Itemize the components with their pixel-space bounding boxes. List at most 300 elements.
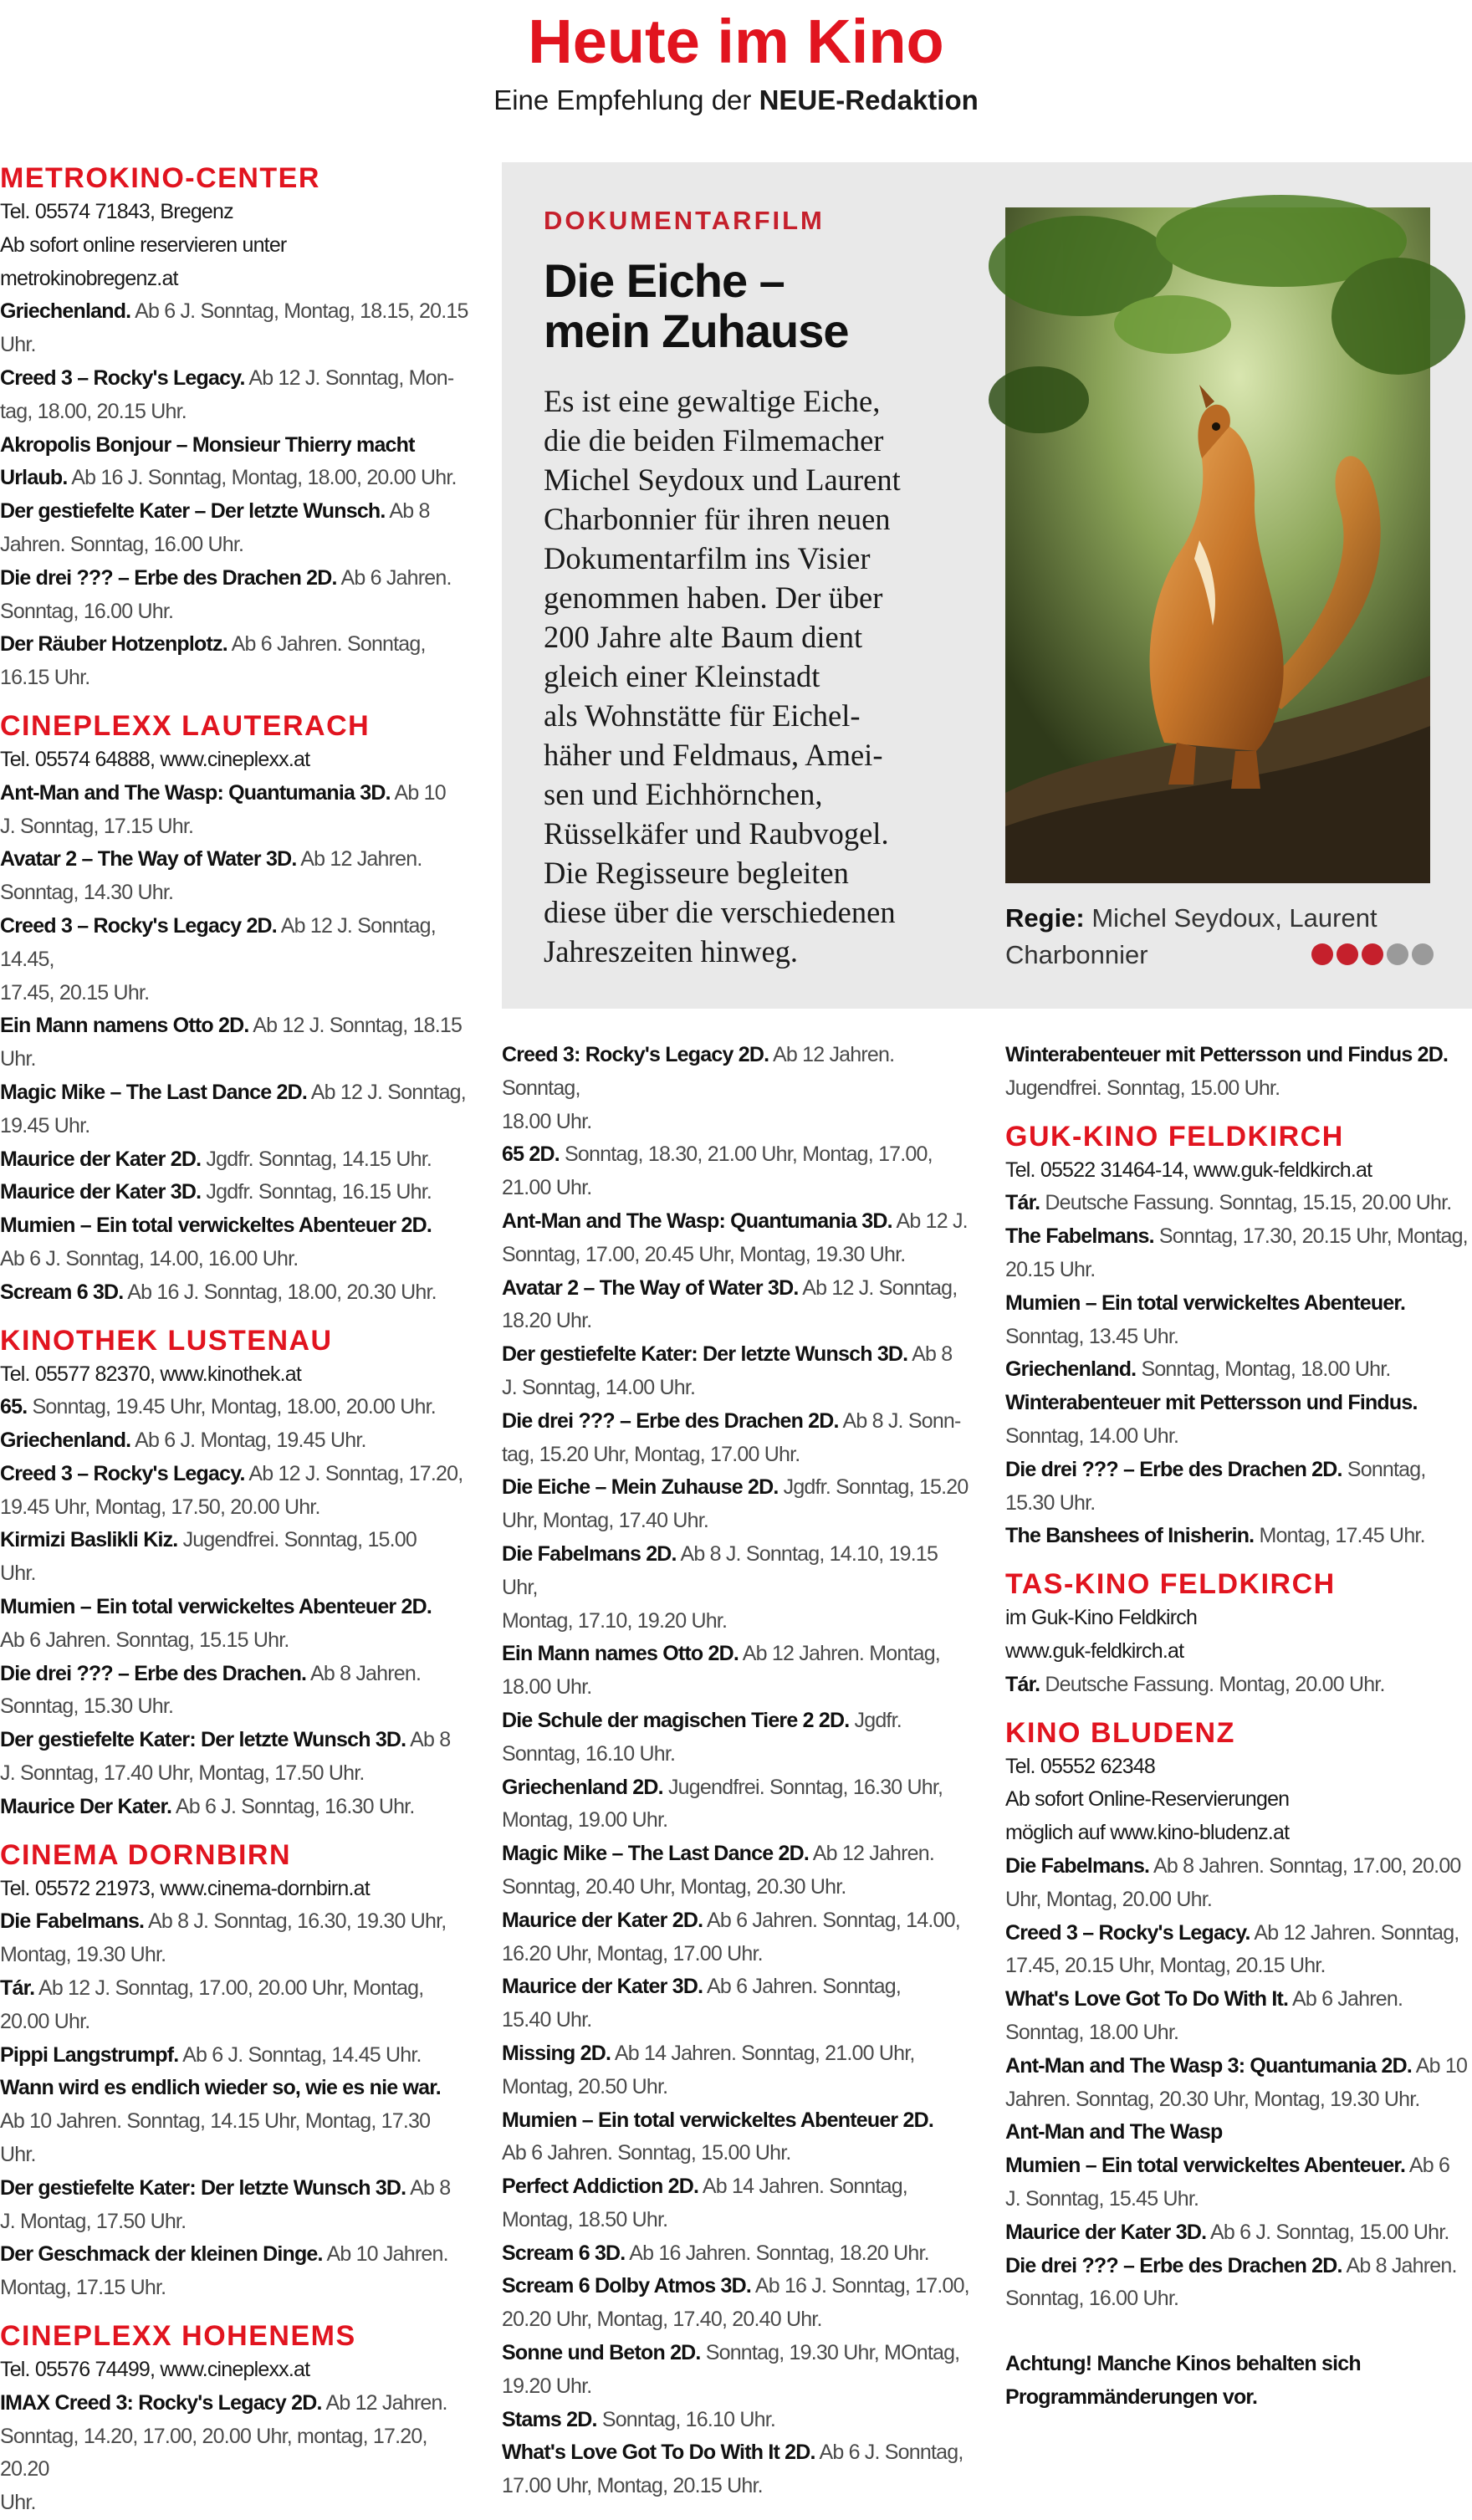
showtime-text: Sonntag, 16.10 Uhr.	[596, 2407, 776, 2431]
showtime-text: Ab 12 J. Sonntag, 17.00, 20.00 Uhr, Montag,	[34, 1976, 424, 2001]
film-title: Maurice der Kater 2D.	[0, 1147, 202, 1171]
showtime-text: 15.40 Uhr.	[502, 2008, 592, 2032]
listing-entry	[502, 1705, 970, 1771]
listing-line	[0, 562, 468, 595]
listing-line	[0, 1209, 468, 1243]
listing-line	[1005, 1950, 1472, 1983]
listing-entry	[1005, 2250, 1472, 2317]
showtime-text: Ab 8 J. Sonn-	[838, 1408, 961, 1433]
caption-line: Charbonnier	[1005, 940, 1148, 969]
showtime-text: tag, 18.00, 20.15 Uhr.	[0, 399, 187, 423]
cinema-block	[0, 708, 468, 1310]
feature-title-line: mein Zuhause	[544, 304, 849, 357]
showtime-text: 19.45 Uhr.	[0, 1113, 90, 1137]
listing-line	[502, 1106, 970, 1139]
film-title: Wann wird es endlich wieder so, wie es nie war.	[0, 2076, 441, 2100]
showtime-text: Montag, 19.30 Uhr.	[0, 1943, 166, 1967]
showtime-text: Ab 6 J. Sonntag, 16.30 Uhr.	[171, 1794, 415, 1818]
listing-line	[0, 2105, 468, 2172]
cinema-name: KINO BLUDENZ	[1005, 1716, 1235, 1749]
showtime-text: Uhr.	[0, 333, 36, 357]
film-title: Maurice der Kater 3D.	[502, 1975, 703, 1999]
listing-entry	[502, 1405, 970, 1472]
listing-entry	[1005, 2149, 1472, 2216]
listing-line	[0, 329, 468, 362]
showtime-text: Uhr.	[0, 2491, 36, 2515]
listing-line	[502, 1904, 970, 1938]
showtime-text: Sonntag, Montag, 18.00 Uhr.	[1136, 1357, 1391, 1382]
film-title: Ant-Man and The Wasp: Quantumania 3D.	[502, 1209, 892, 1233]
film-title: Mumien – Ein total verwickeltes Abenteuer.	[1005, 1291, 1406, 1315]
showtime-text: Montag, 17.10, 19.20 Uhr.	[502, 1608, 728, 1633]
feature-body	[544, 381, 1012, 971]
showtime-text: Ab 6 Jahren.	[1288, 1987, 1403, 2011]
listing-line	[0, 2272, 468, 2305]
showtime-text: Ab 6 J. Montag, 19.45 Uhr.	[130, 1429, 366, 1453]
showtime-text: 15.30 Uhr.	[1005, 1490, 1096, 1515]
showtime-text: Sonntag, 14.30 Uhr.	[0, 881, 174, 905]
showtime-text: Ab 12 J. Sonntag,	[798, 1275, 958, 1300]
film-title: Ant-Man and The Wasp	[1005, 2120, 1223, 2144]
film-title: Griechenland.	[0, 299, 131, 324]
showtime-text: Uhr, Montag, 17.40 Uhr.	[502, 1509, 709, 1533]
cinema-info-line: Tel. 05522 31464-14, www.guk-feldkirch.at	[1005, 1158, 1372, 1182]
listing-entry	[0, 1391, 468, 1424]
listing-entry	[0, 562, 468, 629]
film-title: Maurice der Kater 2D.	[502, 1908, 703, 1932]
listing-line	[1005, 2250, 1472, 2283]
showtime-text: Sonntag, 13.45 Uhr.	[1005, 1324, 1179, 1348]
listing-line	[502, 2004, 970, 2037]
feature-body-line: diese über die verschiedenen	[544, 895, 896, 929]
showtime-text: Ab 8 J. Sonntag, 14.10, 19.15 Uhr,	[502, 1541, 938, 1599]
listing-line	[502, 2170, 970, 2204]
showtime-text: Ab 6 J. Sonntag,	[815, 2441, 963, 2465]
listing-line	[502, 2104, 970, 2138]
listing-line	[502, 2404, 970, 2437]
listing-entry	[0, 1076, 468, 1143]
listing-line	[0, 1391, 468, 1424]
showtime-text: Ab 6 J. Sonntag, 15.00 Uhr.	[1206, 2220, 1449, 2244]
listing-line	[0, 295, 468, 329]
film-title: Der gestiefelte Kater: Der letzte Wunsch 3D.	[0, 2175, 406, 2200]
film-title: Der Räuber Hotzenplotz.	[0, 632, 227, 657]
showtime-text: Jgdfr. Sonntag, 15.20	[778, 1475, 969, 1500]
showtime-text: Ab 8 J. Sonntag, 16.30, 19.30 Uhr,	[144, 1909, 447, 1934]
listing-line	[1005, 1287, 1472, 1321]
feature-title-line: Die Eiche –	[544, 254, 785, 307]
listing-entry	[0, 1176, 468, 1209]
showtime-text: Uhr.	[0, 1047, 36, 1071]
film-title: Creed 3 – Rocky's Legacy.	[1005, 1920, 1250, 1945]
film-title: Avatar 2 – The Way of Water 3D.	[502, 1275, 799, 1300]
listing-line	[502, 1771, 970, 1805]
showtime-text: Jugendfrei. Sonntag, 16.30 Uhr,	[662, 1775, 943, 1799]
film-title: Missing 2D.	[502, 2041, 611, 2065]
cinema-info-line: Tel. 05576 74499, www.cineplexx.at	[0, 2358, 310, 2382]
feature-body-line: Es ist eine gewaltige Eiche,	[544, 384, 881, 418]
showtime-text: Uhr.	[0, 1562, 36, 1586]
listing-line	[0, 628, 468, 662]
listing-line	[0, 1243, 468, 1276]
listing-entry	[502, 1205, 970, 1272]
listing-entry	[502, 1338, 970, 1405]
showtime-text: Ab 14 Jahren. Sonntag, 21.00 Uhr,	[611, 2041, 915, 2065]
listing-line	[0, 1905, 468, 1939]
film-title: Die Fabelmans.	[0, 1909, 145, 1934]
showtime-text: Ab 6 Jahren. Sonntag, 14.00,	[703, 1908, 960, 1932]
listing-entry	[0, 628, 468, 695]
showtime-text: Ab 10 Jahren. Sonntag, 14.15 Uhr, Montag, 17.30 Uhr.	[0, 2109, 431, 2167]
listing-line	[0, 1658, 468, 1691]
cinema-block	[1005, 1039, 1472, 1106]
showtime-text: Jgdfr. Sonntag, 16.15 Uhr.	[201, 1180, 432, 1204]
listing-line	[502, 1705, 970, 1738]
film-title: Die drei ??? – Erbe des Drachen 2D.	[0, 565, 337, 590]
cinema-info-line: Ab sofort Online-Reservierungen	[1005, 1787, 1290, 1812]
showtime-text: 20.15 Uhr.	[1005, 1257, 1096, 1281]
cinema-block	[0, 161, 468, 695]
cinema-info-line: möglich auf www.kino-bludenz.at	[1005, 1821, 1290, 1845]
cinema-info-line: im Guk-Kino Feldkirch	[1005, 1606, 1198, 1630]
note-line: Programmänderungen vor.	[1005, 2385, 1258, 2409]
listing-entry	[502, 1471, 970, 1538]
showtime-text: Jgdfr.	[849, 1708, 902, 1732]
listing-line	[1005, 1917, 1472, 1950]
showtime-text: Ab 12 J. Sonntag, 18.15	[248, 1014, 463, 1038]
showtime-text: Jugendfrei. Sonntag, 15.00 Uhr.	[1005, 1076, 1280, 1100]
cinema-block	[0, 2318, 468, 2520]
listing-entry	[502, 1971, 970, 2037]
showtime-text: Sonntag, 20.40 Uhr, Montag, 20.30 Uhr.	[502, 1874, 846, 1899]
masthead	[0, 0, 1472, 134]
listing-entry	[502, 1904, 970, 1971]
showtime-text: Ab 16 J. Sonntag, Montag, 18.00, 20.00 Uhr.	[67, 466, 457, 490]
rating-dot-filled	[1311, 943, 1333, 965]
showtime-text: Ab 6 J. Sonntag, 14.45 Uhr.	[178, 2042, 422, 2067]
listing-line	[1005, 2216, 1472, 2250]
showtime-text: Ab 6 Jahren. Sonntag, 15.15 Uhr.	[0, 1628, 289, 1652]
showtime-text: 19.45 Uhr, Montag, 17.50, 20.00 Uhr.	[0, 1495, 320, 1519]
film-title: Creed 3: Rocky's Legacy 2D.	[502, 1043, 769, 1066]
listing-entry	[0, 1724, 468, 1791]
listing-entry	[0, 777, 468, 844]
film-title: Creed 3 – Rocky's Legacy.	[0, 1461, 245, 1485]
showtime-text: Ab 16 Jahren. Sonntag, 18.20 Uhr.	[625, 2241, 929, 2265]
cinema-block	[0, 1323, 468, 1824]
listing-entry	[502, 2337, 970, 2404]
showtime-text: Sonntag, 14.20, 17.00, 20.00 Uhr, montag, 17.20, 20.20	[0, 2424, 427, 2482]
showtime-text: Ab 12 J. Sonntag, 17.20,	[244, 1461, 463, 1485]
showtime-text: Ab 6	[1405, 2154, 1450, 2178]
cinema-info-line: Ab sofort online reservieren unter	[0, 233, 287, 257]
film-title: Die Eiche – Mein Zuhause 2D.	[502, 1475, 779, 1500]
film-title: Die drei ??? – Erbe des Drachen 2D.	[502, 1408, 839, 1433]
listing-line	[0, 1757, 468, 1791]
showtime-text: Sonntag, 16.10 Uhr.	[502, 1741, 676, 1766]
showtime-text: Ab 12 Jahren. Sonntag,	[1250, 1920, 1459, 1945]
cinema-info-line: Tel. 05572 21973, www.cinema-dornbirn.at	[0, 1876, 370, 1900]
listing-line	[0, 462, 468, 495]
listing-line	[1005, 1520, 1472, 1553]
caption-text: Michel Seydoux, Laurent	[1084, 903, 1377, 933]
listing-line	[502, 1471, 970, 1505]
listing-line	[0, 2387, 468, 2420]
showtime-text: Sonntag, 18.30, 21.00 Uhr, Montag, 17.00,	[559, 1142, 933, 1167]
rating-dots	[1311, 943, 1434, 965]
film-title: Creed 3 – Rocky's Legacy 2D.	[0, 913, 277, 938]
film-title: Creed 3 – Rocky's Legacy.	[0, 365, 245, 390]
note-line: Achtung! Manche Kinos behalten sich	[1005, 2352, 1361, 2376]
squirrel-photo	[1005, 207, 1430, 883]
listing-line	[502, 1738, 970, 1771]
feature-body-line: 200 Jahre alte Baum dient	[544, 620, 863, 654]
listing-entry	[0, 295, 468, 362]
listing-entry	[0, 910, 468, 1010]
listing-line	[0, 595, 468, 629]
listing-line	[1005, 1884, 1472, 1917]
listing-entry	[1005, 1850, 1472, 1917]
listing-line	[502, 1138, 970, 1172]
feature-body-line: sen und Eichhörnchen,	[544, 777, 823, 811]
listing-line	[502, 1671, 970, 1705]
showtime-text: Uhr, Montag, 20.00 Uhr.	[1005, 1887, 1213, 1911]
showtime-text: 20.00 Uhr.	[0, 2009, 90, 2033]
showtime-text: Montag, 18.50 Uhr.	[502, 2207, 668, 2231]
listing-line	[1005, 2116, 1472, 2149]
listing-line	[1005, 2050, 1472, 2083]
showtime-text: Ab 8 Jahren.	[1342, 2253, 1457, 2277]
listing-entry	[1005, 2116, 1472, 2149]
listing-line	[502, 1372, 970, 1405]
listing-entry	[0, 495, 468, 562]
listing-line	[1005, 1850, 1472, 1884]
listing-line	[1005, 2282, 1472, 2316]
showtime-text: Ab 8	[907, 1342, 953, 1367]
subtitle-prefix: Eine Empfehlung der	[493, 84, 759, 115]
column-2	[502, 1039, 970, 2498]
showtime-text: Ab 8 Jahren. Sonntag, 17.00, 20.00	[1149, 1853, 1461, 1878]
listing-line	[502, 2237, 970, 2271]
listing-line	[502, 1871, 970, 1904]
listing-line	[502, 1971, 970, 2004]
showtime-text: Sonntag,	[1342, 1457, 1426, 1481]
listing-line	[0, 529, 468, 562]
listing-entry	[0, 362, 468, 429]
feature-body-line: Charbonnier für ihren neuen	[544, 502, 891, 536]
cinema-info-line: Tel. 05577 82370, www.kinothek.at	[0, 1362, 301, 1386]
listing-entry	[502, 1771, 970, 1838]
showtime-text: Ab 6 J. Sonntag, Montag, 18.15, 20.15	[130, 299, 468, 324]
listing-line	[1005, 1420, 1472, 1454]
film-title: Die drei ??? – Erbe des Drachen 2D.	[1005, 1457, 1342, 1481]
showtime-text: Deutsche Fassung. Montag, 20.00 Uhr.	[1040, 1672, 1385, 1696]
film-title: Winterabenteuer mit Pettersson und Findus 2D.	[1005, 1043, 1449, 1066]
showtime-text: Ab 16 J. Sonntag, 18.00, 20.30 Uhr.	[123, 1280, 437, 1304]
listing-line	[1005, 1072, 1472, 1106]
showtime-text: Ab 8 Jahren.	[306, 1661, 422, 1685]
showtime-text: Ab 6 Jahren.	[336, 565, 452, 590]
cinema-block	[1005, 1119, 1472, 1554]
listing-entry	[0, 2039, 468, 2073]
rating-dot-filled	[1337, 943, 1358, 965]
film-title: 65.	[0, 1395, 28, 1419]
showtime-text: 20.20 Uhr, Montag, 17.40, 20.40 Uhr.	[502, 2308, 822, 2332]
cinema-name: CINEPLEXX LAUTERACH	[0, 709, 371, 742]
showtime-text: Montag, 17.15 Uhr.	[0, 2276, 166, 2300]
listing-line	[502, 1804, 970, 1838]
listing-line	[1005, 1220, 1472, 1254]
listing-entry	[1005, 1353, 1472, 1387]
film-title: Die drei ??? – Erbe des Drachen.	[0, 1661, 307, 1685]
feature-body-line: Jahreszeiten hinweg.	[544, 934, 799, 969]
cinema-info-line: Tel. 05552 62348	[1005, 1754, 1156, 1778]
listing-entry	[0, 1424, 468, 1458]
listing-line	[1005, 1039, 1472, 1072]
showtime-text: Montag, 20.50 Uhr.	[502, 2074, 668, 2098]
squirrel-illustration	[1005, 207, 1430, 883]
film-title: Mumien – Ein total verwickeltes Abenteuer 2D.	[502, 2108, 934, 2132]
listing-line	[502, 1439, 970, 1472]
feature-body-line: häher und Feldmaus, Amei-	[544, 738, 883, 772]
feature-kicker: DOKUMENTARFILM	[544, 206, 825, 235]
listing-entry	[502, 2404, 970, 2437]
feature-body-line: Michel Seydoux und Laurent	[544, 463, 901, 497]
page-subtitle	[0, 84, 1472, 117]
listing-entry	[502, 1138, 970, 1205]
listing-line	[0, 2006, 468, 2039]
film-title: Die Schule der magischen Tiere 2 2D.	[502, 1708, 850, 1732]
listing-line	[502, 1638, 970, 1671]
showtime-text: Ab 8	[385, 499, 430, 524]
column-1	[0, 161, 468, 2515]
listing-line	[1005, 1254, 1472, 1287]
listing-entry	[502, 1272, 970, 1339]
listing-entry	[502, 2170, 970, 2237]
listing-line	[1005, 1321, 1472, 1354]
film-title: Die drei ??? – Erbe des Drachen 2D.	[1005, 2253, 1342, 2277]
listing-line	[0, 1143, 468, 1177]
listing-line	[1005, 1187, 1472, 1220]
listing-entry	[0, 1791, 468, 1824]
cinema-name: TAS-KINO FELDKIRCH	[1005, 1568, 1336, 1601]
cinema-name: CINEPLEXX HOHENEMS	[0, 2320, 356, 2353]
film-title: Pippi Langstrumpf.	[0, 2042, 179, 2067]
listing-entry	[502, 2270, 970, 2337]
listing-line	[1005, 2083, 1472, 2117]
film-title: Maurice Der Kater.	[0, 1794, 172, 1818]
showtime-text: 17.45, 20.15 Uhr, Montag, 20.15 Uhr.	[1005, 1954, 1326, 1978]
feature-body-line: gleich einer Kleinstadt	[544, 659, 820, 693]
showtime-text: Ab 10	[1411, 2053, 1468, 2078]
showtime-text: Sonntag, 16.00 Uhr.	[0, 599, 174, 623]
film-title: Ein Mann names Otto 2D.	[502, 1642, 739, 1666]
showtime-text: J. Sonntag, 17.15 Uhr.	[0, 814, 194, 838]
film-title: Scream 6 Dolby Atmos 3D.	[502, 2274, 752, 2298]
listing-line	[0, 1491, 468, 1525]
feature-box	[502, 162, 1472, 1009]
showtime-text: Deutsche Fassung. Sonntag, 15.15, 20.00 Uhr.	[1040, 1191, 1452, 1215]
film-title: Die Fabelmans 2D.	[502, 1541, 677, 1566]
listing-line	[0, 1076, 468, 1110]
film-title: Urlaub.	[0, 466, 68, 490]
feature-body-line: die die beiden Filmemacher	[544, 423, 884, 457]
listing-entry	[0, 1658, 468, 1725]
film-title: Der gestiefelte Kater: Der letzte Wunsch 3D.	[0, 1728, 406, 1752]
showtime-text: Jahren. Sonntag, 16.00 Uhr.	[0, 532, 244, 556]
film-title: Ant-Man and The Wasp: Quantumania 3D.	[0, 780, 391, 805]
listing-entry	[1005, 1187, 1472, 1220]
listing-line	[502, 2303, 970, 2337]
listing-line	[1005, 2149, 1472, 2183]
showtime-text: Ab 12 J.	[892, 1209, 968, 1233]
film-title: Perfect Addiction 2D.	[502, 2175, 699, 2199]
showtime-text: Sonntag, 18.00 Uhr.	[1005, 2020, 1179, 2044]
listing-line	[502, 1938, 970, 1971]
listing-line	[0, 843, 468, 877]
showtime-text: 18.20 Uhr.	[502, 1309, 592, 1333]
showtime-text: 19.20 Uhr.	[502, 2374, 592, 2398]
showtime-text: Jahren. Sonntag, 20.30 Uhr, Montag, 19.30 Uhr.	[1005, 2087, 1420, 2111]
listing-entry	[502, 1838, 970, 1904]
showtime-text: Ab 10 Jahren.	[322, 2242, 448, 2267]
listing-line	[0, 1624, 468, 1658]
listing-entry	[0, 2072, 468, 2171]
cinema-block	[1005, 1715, 1472, 2317]
listing-line	[502, 1505, 970, 1538]
listing-line	[0, 810, 468, 844]
listing-line	[0, 1110, 468, 1143]
film-title: Tár.	[1005, 1191, 1040, 1215]
listing-entry	[0, 1591, 468, 1658]
showtime-text: Montag, 17.45 Uhr.	[1254, 1524, 1425, 1548]
film-title: IMAX Creed 3: Rocky's Legacy 2D.	[0, 2390, 322, 2415]
feature-body-line: Rüsselkäfer und Raubvogel.	[544, 816, 889, 851]
caption-line	[1005, 900, 1440, 937]
showtime-text: Montag, 19.00 Uhr.	[502, 1808, 668, 1832]
listing-line	[1005, 1487, 1472, 1521]
listing-line	[0, 877, 468, 910]
cinema-name: GUK-KINO FELDKIRCH	[1005, 1120, 1344, 1153]
page-title: Heute im Kino	[528, 7, 944, 76]
film-title: Griechenland 2D.	[502, 1775, 663, 1799]
film-title: Winterabenteuer mit Pettersson und Findus.	[1005, 1391, 1418, 1415]
showtime-text: Ab 12 J. Sonntag, Mon-	[244, 365, 454, 390]
showtime-text: 18.00 Uhr.	[502, 1109, 592, 1133]
listing-line	[502, 2470, 970, 2503]
listing-line	[502, 2037, 970, 2071]
showtime-text: Ab 12 J. Sonntag, 14.45,	[0, 913, 436, 971]
film-title: What's Love Got To Do With It.	[1005, 1987, 1289, 2011]
listing-entry	[0, 1458, 468, 1525]
listing-entry	[0, 843, 468, 910]
listing-line	[0, 662, 468, 695]
listing-line	[0, 977, 468, 1010]
listing-entry	[0, 1905, 468, 1972]
listing-entry	[0, 2172, 468, 2239]
cinema-block	[1005, 1567, 1472, 1701]
film-title: Magic Mike – The Last Dance 2D.	[0, 1080, 307, 1104]
showtime-text: 16.20 Uhr, Montag, 17.00 Uhr.	[502, 1941, 763, 1965]
listing-line	[0, 1972, 468, 2006]
listing-entry	[1005, 1520, 1472, 1553]
showtime-text: 21.00 Uhr.	[502, 1176, 592, 1200]
listing-line	[0, 1424, 468, 1458]
listing-line	[502, 2337, 970, 2370]
film-title: Mumien – Ein total verwickeltes Abenteuer 2D.	[0, 1595, 432, 1619]
listing-entry	[502, 2436, 970, 2503]
subtitle-bold: NEUE-Redaktion	[759, 84, 979, 115]
